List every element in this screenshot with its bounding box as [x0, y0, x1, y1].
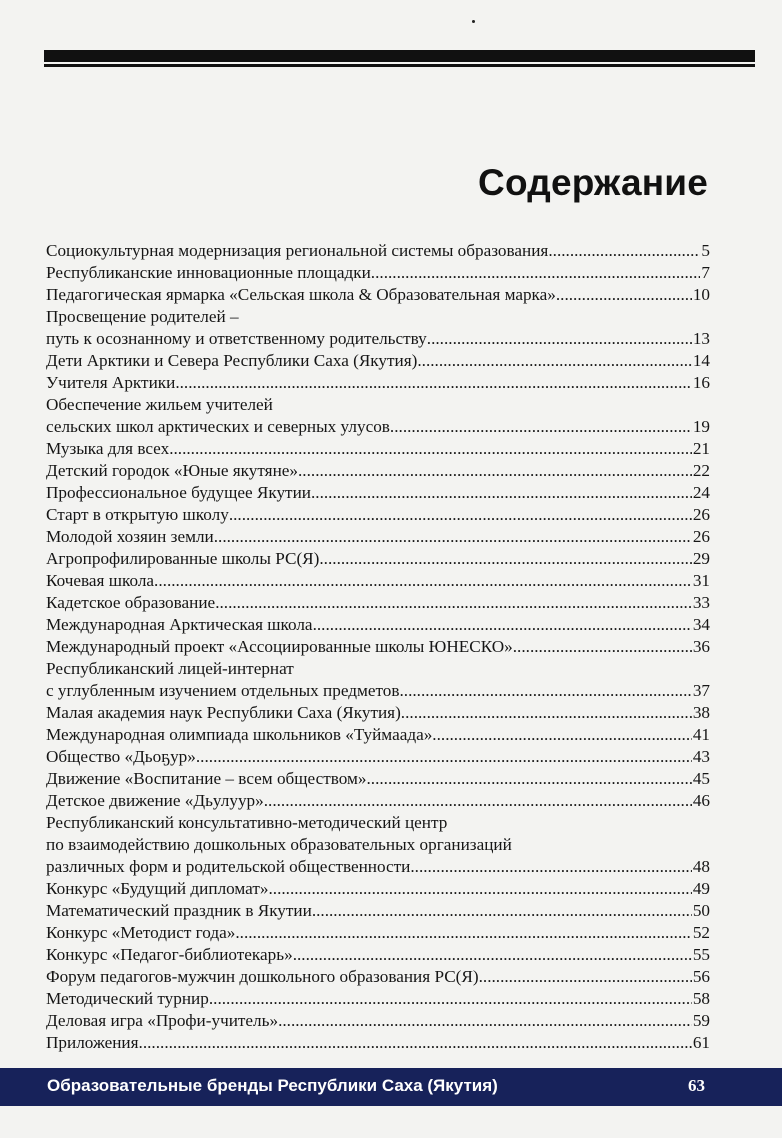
toc-entry-row [46, 746, 710, 768]
page-number: 63 [688, 1076, 705, 1095]
toc-entry-title: с углубленным изучением отдельных предметов [46, 681, 400, 700]
toc-entry-row [46, 504, 710, 526]
toc-entry-row [46, 944, 710, 966]
toc-entry [46, 922, 710, 944]
toc-entry-title: Социокультурная модернизация региональной системы образования [46, 241, 549, 260]
toc-entry-row [46, 284, 710, 306]
toc-entry-title: Конкурс «Методист года» [46, 923, 236, 942]
toc-entry [46, 284, 710, 306]
toc-entry-row [46, 570, 710, 592]
toc-entry [46, 438, 710, 460]
toc-entry-row [46, 526, 710, 548]
dot-leader [298, 460, 692, 482]
toc-page-number: 26 [692, 527, 710, 546]
toc-entry-row [46, 636, 710, 658]
toc-entry [46, 570, 710, 592]
toc-entry-title: Молодой хозяин земли [46, 527, 214, 546]
toc-page-number: 58 [692, 989, 710, 1008]
toc-entry-title: Форум педагогов-мужчин дошкольного образования РС(Я) [46, 967, 479, 986]
toc-entry [46, 878, 710, 900]
toc-entry [46, 526, 710, 548]
toc-entry-title: Кочевая школа [46, 571, 155, 590]
dot-leader [311, 482, 692, 504]
toc-page-number: 48 [692, 857, 710, 876]
toc-entry-title: Общество «Дьоҕур» [46, 747, 196, 766]
toc-page-number: 46 [692, 791, 710, 810]
toc-entry-row [46, 724, 710, 746]
toc-entry [46, 790, 710, 812]
dot-leader [169, 438, 692, 460]
toc-entry [46, 702, 710, 724]
dot-leader [432, 724, 692, 746]
toc-page-number: 50 [692, 901, 710, 920]
toc-page-number: 5 [701, 241, 710, 260]
toc-entry [46, 306, 710, 350]
dot-leader [154, 570, 692, 592]
toc-entry-title: Деловая игра «Профи-учитель» [46, 1011, 279, 1030]
dot-leader [513, 636, 692, 658]
toc-entry-row [46, 790, 710, 812]
toc-entry-row [46, 856, 710, 878]
toc-page-number: 45 [692, 769, 710, 788]
toc-entry-title: Международная Арктическая школа [46, 615, 313, 634]
toc-entry-row [46, 592, 710, 614]
toc-entry-row [46, 1032, 710, 1054]
header-rule [44, 50, 755, 64]
toc-entry [46, 504, 710, 526]
toc-page-number: 37 [692, 681, 710, 700]
toc-entry-title-line: Просвещение родителей – [46, 307, 239, 326]
toc-entry-title: Движение «Воспитание – всем обществом» [46, 769, 367, 788]
toc-entry-title-line: Республиканский консультативно-методический центр [46, 813, 448, 832]
toc-entry [46, 768, 710, 790]
dot-leader [556, 284, 692, 306]
dot-leader [399, 680, 691, 702]
toc-page-number: 26 [692, 505, 710, 524]
toc-entry-row [46, 768, 710, 790]
toc-entry [46, 812, 710, 878]
toc-entry-row [46, 350, 710, 372]
toc-page-number: 10 [692, 285, 710, 304]
dot-leader [548, 240, 700, 262]
toc-entry-title: Математический праздник в Якутии [46, 901, 312, 920]
toc-page-number: 16 [692, 373, 710, 392]
toc-entry-title: путь к осознанному и ответственному родительству [46, 329, 427, 348]
dot-leader [410, 856, 691, 878]
toc-entry [46, 262, 710, 284]
toc-entry-title: Конкурс «Педагог-библиотекарь» [46, 945, 293, 964]
toc-entry [46, 746, 710, 768]
toc-entry [46, 900, 710, 922]
dot-leader [293, 944, 692, 966]
toc-entry-title: Международная олимпиада школьников «Туймаада» [46, 725, 433, 744]
toc-entry [46, 482, 710, 504]
toc-entry-title: Республиканские инновационные площадки [46, 263, 371, 282]
print-speck [472, 20, 475, 23]
toc-entry-row [46, 416, 710, 438]
toc-entry-row [46, 966, 710, 988]
dot-leader [196, 746, 692, 768]
toc-entry-title-line: по взаимодействию дошкольных образовательных организаций [46, 835, 512, 854]
toc-entry-row [46, 240, 710, 262]
table-of-contents [46, 240, 710, 1054]
dot-leader [264, 790, 692, 812]
toc-entry-row [46, 922, 710, 944]
dot-leader [214, 526, 692, 548]
toc-entry-title: Детский городок «Юные якутяне» [46, 461, 298, 480]
toc-entry-row [46, 702, 710, 724]
page-footer [0, 1068, 782, 1106]
toc-entry-row [46, 1010, 710, 1032]
toc-entry [46, 1010, 710, 1032]
dot-leader [278, 1010, 692, 1032]
dot-leader [427, 328, 692, 350]
toc-page-number: 55 [692, 945, 710, 964]
toc-entry-row [46, 438, 710, 460]
toc-entry-title: Профессиональное будущее Якутии [46, 483, 311, 502]
toc-page-number: 13 [692, 329, 710, 348]
dot-leader [479, 966, 692, 988]
footer-title: Образовательные бренды Республики Саха (Якутия) [47, 1076, 498, 1095]
toc-page-number: 19 [692, 417, 710, 436]
dot-leader [215, 592, 692, 614]
toc-entry-row [46, 482, 710, 504]
toc-entry-title: Музыка для всех [46, 439, 170, 458]
toc-page-number: 49 [692, 879, 710, 898]
toc-entry-title: Малая академия наук Республики Саха (Якутия) [46, 703, 401, 722]
toc-entry [46, 372, 710, 394]
toc-page-number: 36 [692, 637, 710, 656]
toc-page-number: 59 [692, 1011, 710, 1030]
toc-entry-row [46, 680, 710, 702]
toc-page-number: 56 [692, 967, 710, 986]
toc-entry-row [46, 878, 710, 900]
dot-leader [371, 262, 701, 284]
toc-page-number: 33 [692, 593, 710, 612]
toc-page-number: 14 [692, 351, 710, 370]
toc-entry [46, 988, 710, 1010]
toc-page-number: 31 [692, 571, 710, 590]
toc-entry [46, 592, 710, 614]
toc-entry [46, 944, 710, 966]
toc-entry [46, 1032, 710, 1054]
toc-entry-title: Агропрофилированные школы РС(Я) [46, 549, 320, 568]
toc-entry-row [46, 548, 710, 570]
toc-entry [46, 460, 710, 482]
dot-leader [390, 416, 692, 438]
toc-page-number: 24 [692, 483, 710, 502]
toc-entry [46, 548, 710, 570]
toc-entry-title-line: Республиканский лицей-интернат [46, 659, 294, 678]
dot-leader [366, 768, 691, 790]
toc-entry [46, 658, 710, 702]
toc-entry-row [46, 262, 710, 284]
dot-leader [229, 504, 692, 526]
dot-leader [235, 922, 691, 944]
dot-leader [319, 548, 691, 570]
dot-leader [175, 372, 691, 394]
toc-entry-title: Приложения [46, 1033, 139, 1052]
toc-entry-row [46, 900, 710, 922]
toc-entry [46, 350, 710, 372]
toc-page-number: 43 [692, 747, 710, 766]
toc-entry [46, 966, 710, 988]
toc-page-number: 22 [692, 461, 710, 480]
toc-page-number: 34 [692, 615, 710, 634]
page-title: Содержание [478, 162, 708, 203]
toc-entry-title: сельских школ арктических и северных улусов [46, 417, 390, 436]
toc-entry-row [46, 460, 710, 482]
dot-leader [313, 614, 692, 636]
toc-page-number: 61 [692, 1033, 710, 1052]
toc-entry-row [46, 614, 710, 636]
toc-entry-title: Детское движение «Дьулуур» [46, 791, 264, 810]
toc-entry-title: Старт в открытую школу [46, 505, 229, 524]
toc-page-number: 21 [692, 439, 710, 458]
toc-entry-title: Конкурс «Будущий дипломат» [46, 879, 269, 898]
toc-entry-title: Дети Арктики и Севера Республики Саха (Якутия) [46, 351, 418, 370]
dot-leader [401, 702, 692, 724]
toc-entry [46, 394, 710, 438]
toc-entry [46, 724, 710, 746]
toc-entry-title-line: Обеспечение жильем учителей [46, 395, 273, 414]
toc-entry-row [46, 988, 710, 1010]
dot-leader [312, 900, 692, 922]
dot-leader [417, 350, 691, 372]
dot-leader [209, 988, 692, 1010]
toc-entry [46, 614, 710, 636]
toc-entry-title: Кадетское образование [46, 593, 216, 612]
toc-entry-row [46, 372, 710, 394]
toc-entry-title: Учителя Арктики [46, 373, 176, 392]
toc-page-number: 41 [692, 725, 710, 744]
toc-page-number: 29 [692, 549, 710, 568]
dot-leader [268, 878, 691, 900]
toc-page-number: 7 [701, 263, 710, 282]
toc-entry [46, 240, 710, 262]
toc-entry-title: Методический турнир [46, 989, 209, 1008]
toc-entry-title: различных форм и родительской общественности [46, 857, 411, 876]
toc-entry-title: Международный проект «Ассоциированные школы ЮНЕСКО» [46, 637, 513, 656]
toc-entry-row [46, 328, 710, 350]
toc-page-number: 38 [692, 703, 710, 722]
toc-entry [46, 636, 710, 658]
toc-entry-title: Педагогическая ярмарка «Сельская школа & Образовательная марка» [46, 285, 556, 304]
dot-leader [139, 1032, 692, 1054]
toc-page-number: 52 [692, 923, 710, 942]
